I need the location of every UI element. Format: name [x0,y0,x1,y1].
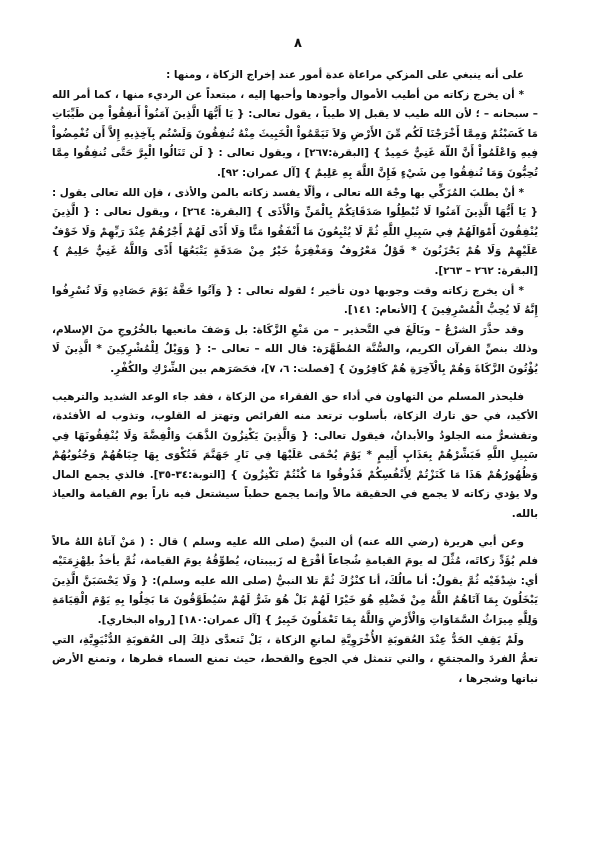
paragraph-warning: وقد حذَّرَ الشرْعُ – وبَالَغَ في التَّحذير – من مَنْعِ الزَّكَاة: بل وَصَفَ مانعيها بالخُرُوجِ منَ الإسلام، وذلك بنصِّ القرآن الكريم، والسُّنَّة المُطَهَّرَة: قال الله – تعالى –: { وَوَيْلٌ لِلْمُشْرِكِينَ * الَّذِينَ لَا يُؤْتُونَ الزَّكَاةَ وَهُمْ بِالْآخِرَةِ هُمْ كَافِرُونَ } [فصلت: ٦، ٧]، فحَصَرَهم بين الشِّرْكِ والكُفْرِ. [52,323,538,375]
paragraph-best-wealth: * أن يخرج زكاته من أطيب الأموال وأجودها وأحبها إليه ، مبتعداً عن الرديء منها ، كما أمر الله – سبحانه – ؛ لأن الله طيب لا يقبل إلا طيباً ، يقول تعالى: { يَا أَيُّهَا الَّذِينَ آمَنُواْ أَنفِقُواْ مِن طَيِّبَاتِ مَا كَسَبْتُمْ وَمِمَّا أَخْرَجْنَا لَكُم مِّنَ الأَرْضِ وَلاَ تَيَمَّمُواْ الْخَبِيثَ مِنْهُ تُنفِقُونَ وَلَسْتُم بِآخِذِيهِ إِلاَّ أَن تُغْمِضُواْ فِيهِ وَاعْلَمُواْ أَنَّ اللّهَ غَنِيٌّ حَمِيدٌ } [البقرة:٢٦٧] ، ويقول تعالى : { لَن تَنَالُوا الْبِرَّ حَتَّى تُنفِقُوا مِمَّا تُحِبُّونَ وَمَا تُنفِقُوا مِن شَيْءٍ فَإِنَّ اللَّهَ بِهِ عَلِيمٌ } [آل عمران: ٩٢]. [52,88,539,179]
intro-paragraph: على أنه ينبغي على المزكي مراعاة عدة أمور عند إخراج الزكاة ، ومنها : [166,69,524,81]
paragraph-threat: فليحذر المسلم من التهاون في أداء حق الفقراء من الزكاة ، فقد جاء الوعد الشديد والترهيب الأكيد، في حق تارك الزكاة، بأسلوب ترتعد منه الفرائص وتهتز له القلوب، وتذوب له الأفئدة، وتقشعرُّ منه الجلودُ والأبدانُ، فيقول تعالى: { وَالَّذِينَ يَكْنِزُونَ الذَّهَبَ وَالْفِضَّةَ وَلَا يُنْفِقُونَهَا فِي سَبِيلِ اللَّهِ فَبَشِّرْهُمْ بِعَذَابٍ أَلِيمٍ * يَوْمَ يُحْمَى عَلَيْهَا فِي نَارِ جَهَنَّمَ فَتُكْوَى بِهَا جِبَاهُهُمْ وَجُنُوبُهُمْ وَظُهُورُهُمْ هَذَا مَا كَنَزْتُمْ لِأَنْفُسِكُمْ فَذُوقُوا مَا كُنْتُمْ تَكْنِزُونَ } [التوبة:٣٤-٣٥]. فالذي يجمع المال ولا يؤدي زكاته لا يجمع في الحقيقة مالاً وإنما يجمع حطباً سيشتعل فيه ناراً يوم القيامة والعياذ بالله. [52,390,538,521]
page-body [52,66,538,689]
paragraph-timeliness: * أن يخرج زكاته وقت وجوبها دون تأخير ؛ لقوله تعالى : { وَآتُوا حَقَّهُ يَوْمَ حَصَادِهِ وَلَا تُسْرِفُوا إِنَّهُ لَا يُحِبُّ الْمُسْرِفِينَ } [الأنعام: ١٤١]. [52,284,538,317]
page-number: ٨ [294,36,302,51]
paragraph-sincerity: * أنْ يطلبَ المُزَكِّي بها وجْهَ الله تعالى ، وألّا يفسد زكاته بالمن والأذى ، فإن الله تعالى يقول : { يَا أَيُّهَا الَّذِينَ آمَنُوا لَا تُبْطِلُوا صَدَقَاتِكُمْ بِالْمَنِّ وَالْأَذَى } [البقرة: ٢٦٤] ، ويقول تعالى : { الَّذِينَ يُنْفِقُونَ أَمْوَالَهُمْ فِي سَبِيلِ اللَّهِ ثُمَّ لَا يُتْبِعُونَ مَا أَنْفَقُوا مَنًّا وَلَا أَذًى لَهُمْ أَجْرُهُمْ عِنْدَ رَبِّهِمْ وَلَا خَوْفٌ عَلَيْهِمْ وَلَا هُمْ يَحْزَنُونَ * قَوْلٌ مَعْرُوفٌ وَمَغْفِرَةٌ خَيْرٌ مِنْ صَدَقَةٍ يَتْبَعُهَا أَذًى وَاللَّهُ غَنِيٌّ حَلِيمٌ } [البقرة: ٢٦٢ – ٢٦٣]. [52,186,538,277]
paragraph-worldly-punishment: ولَمْ يَقِفِ الحَدُّ عِنْدَ العُقوبَةِ الأُخْرَوِيَّةِ لمانعِ الزكاة ، بَلْ تَتعدَّى ذلِكَ إلى العُقوبَةِ الدُّنْيَوِيَّةِ، التي تعمُّ الفردَ والمجتمَعِ ، والتي تتمثل في الجوع والقحط، حيث تمنع السماء قطرها ، وتمنع الأرض نباتها وشجرها ، [52,633,538,685]
paragraph-hadith: وعن أبي هريرة (رضي الله عنه) أن النبيَّ (صلى الله عليه وسلم ) قال : ( مَنْ آتاهُ اللهُ مالاً فلم يُؤَدِّ زكاتَه، مُثِّلَ له يومَ القيامةِ شُجاعاً أقْرَعَ له زَبيبتان، يُطوِّقُهُ يومَ القيامة، ثُمَّ يأخذُ بلِهْزِمَتَيْه أي: شِدْقَيْه ثُمَّ يقولُ: أنا مالُكَ، أنا كنْزُكَ ثُمَّ تلا النبيُّ (صلى الله عليه وسلم): { وَلَا يَحْسَبَنَّ الَّذِينَ يَبْخَلُونَ بِمَا آتَاهُمُ اللَّهُ مِنْ فَضْلِهِ هُوَ خَيْرًا لَهُمْ بَلْ هُوَ شَرٌّ لَهُمْ سَيُطَوَّقُونَ مَا بَخِلُوا بِهِ يَوْمَ الْقِيَامَةِ وَلِلَّهِ مِيرَاثُ السَّمَاوَاتِ وَالْأَرْضِ وَاللَّهُ بِمَا تَعْمَلُونَ خَبِيرٌ } [آل عمران:١٨٠] [رواه البخاري]. [52,535,538,627]
